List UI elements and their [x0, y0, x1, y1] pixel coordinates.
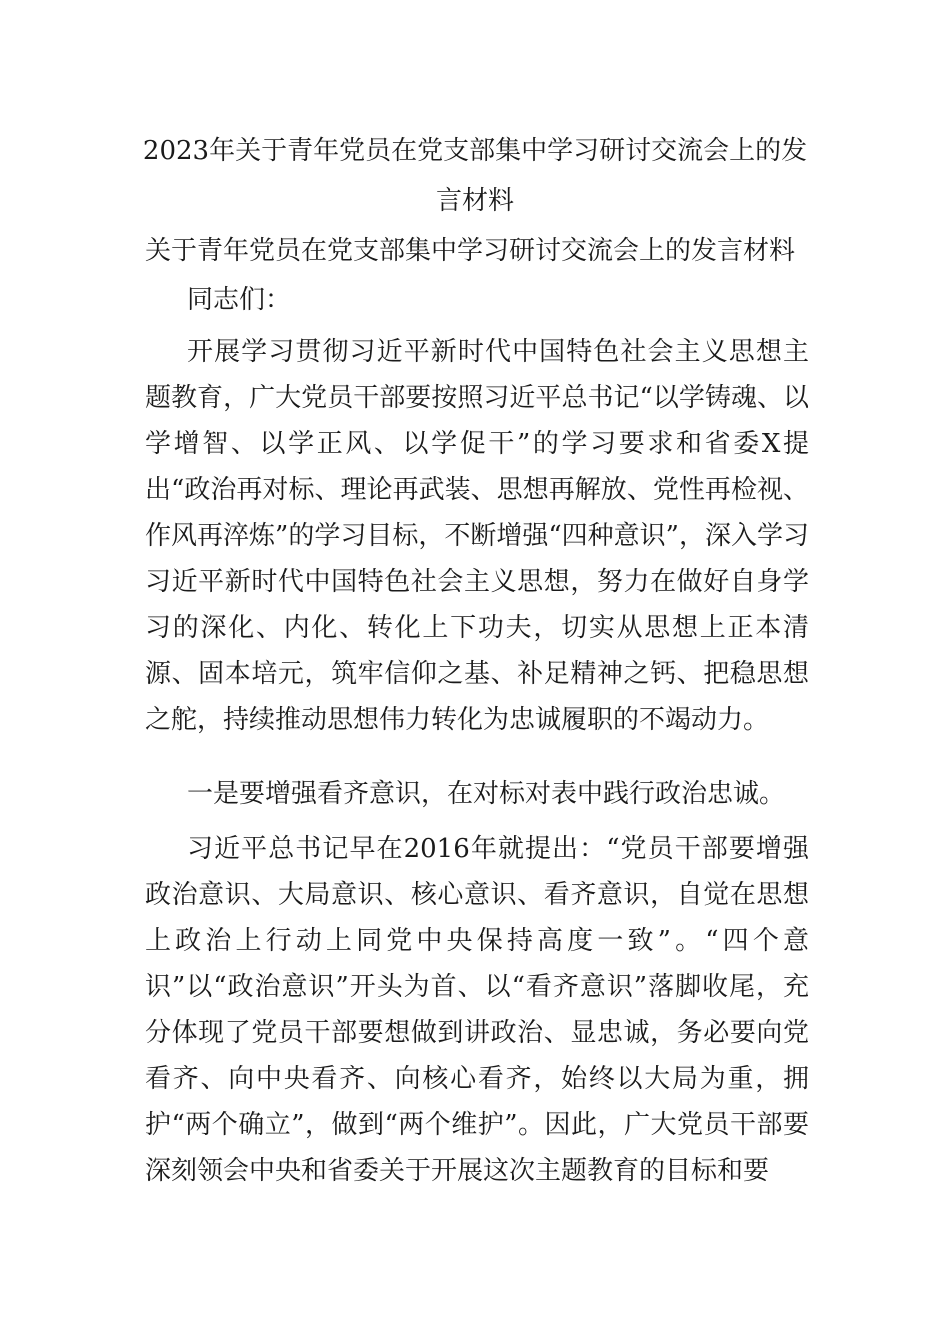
salutation: 同志们：	[187, 285, 292, 315]
document-subtitle: 关于青年党员在党支部集中学习研讨交流会上的发言材料	[145, 236, 796, 266]
document-title: 2023年关于青年党员在党支部集中学习研讨交流会上的发言材料	[142, 136, 808, 216]
body-paragraph-section-1: 习近平总书记早在2016年就提出：“党员干部要增强政治意识、大局意识、核心意识、看齐意识，自觉在思想上政治上行动上同党中央保持高度一致”。“四个意识”以“政治意识”开头为首、以“看齐意识”落脚收尾，充分体现了党员干部要想做到讲政治、显忠诚，务必要向党看齐、向中央看齐、向核心看齐，始终以大局为重，拥护“两个确立”，做到“两个维护”。因此，广大党员干部要深刻领会中央和省委关于开展这次主题教育的目标和要	[145, 834, 809, 1186]
body-paragraph-intro: 开展学习贯彻习近平新时代中国特色社会主义思想主题教育，广大党员干部要按照习近平总书记“以学铸魂、以学增智、以学正风、以学促干”的学习要求和省委X提出“政治再对标、理论再武装、思想再解放、党性再检视、作风再淬炼”的学习目标，不断增强“四种意识”，深入学习习近平新时代中国特色社会主义思想，努力在做好自身学习的深化、内化、转化上下功夫，切实从思想上正本清源、固本培元，筑牢信仰之基、补足精神之钙、把稳思想之舵，持续推动思想伟力转化为忠诚履职的不竭动力。	[145, 337, 809, 735]
section-heading-1: 一是要增强看齐意识，在对标对表中践行政治忠诚。	[187, 779, 786, 809]
